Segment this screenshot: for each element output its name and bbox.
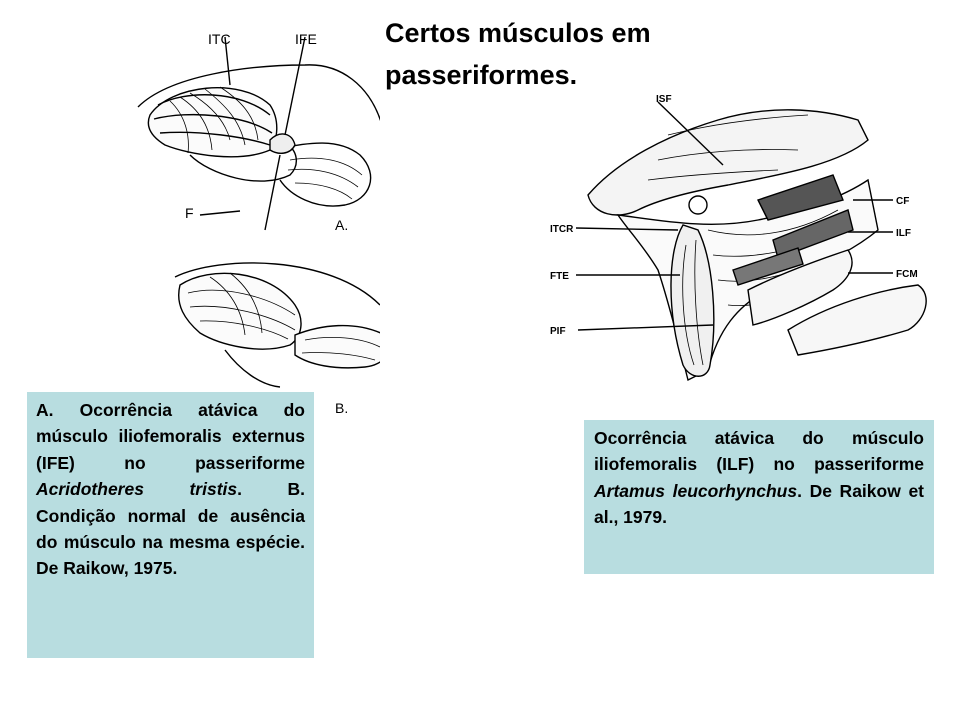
label-b: B. <box>335 400 349 416</box>
caption-left-text-1: A. Ocorrência atávica do músculo iliofemoralis externus (IFE) no passeriforme <box>36 400 305 473</box>
title-line-2: passeriformes. <box>385 60 578 90</box>
caption-left-text-2: . B. Condição normal de ausência do músculo na mesma espécie. De Raikow, 1975. <box>36 479 305 579</box>
caption-right-text-2: . De Raikow et al., 1979. <box>594 480 925 528</box>
label-f: F <box>185 205 194 221</box>
caption-left-species: Acridotheres tristis <box>36 479 238 500</box>
label-ilf: ILF <box>896 228 911 239</box>
figure-a-b-ife-muscle <box>130 15 380 420</box>
caption-right <box>584 420 934 574</box>
figure-artamus-ilf-muscle <box>548 80 938 400</box>
label-pif: PIF <box>550 326 566 337</box>
label-fcm: FCM <box>896 269 918 280</box>
label-itc: ITC <box>208 31 231 47</box>
label-isf: ISF <box>656 94 672 105</box>
label-ife: IFE <box>295 31 317 47</box>
label-cf: CF <box>896 196 910 207</box>
caption-right-text-1: Ocorrência atávica do músculo iliofemoralis (ILF) no passeriforme <box>594 428 924 475</box>
caption-left <box>27 392 314 658</box>
caption-right-species: Artamus leucorhynchus <box>594 480 798 501</box>
label-itcr: ITCR <box>550 224 574 235</box>
label-a: A. <box>335 217 349 233</box>
label-fte: FTE <box>550 271 569 282</box>
title-line-1: Certos músculos em <box>385 18 651 48</box>
